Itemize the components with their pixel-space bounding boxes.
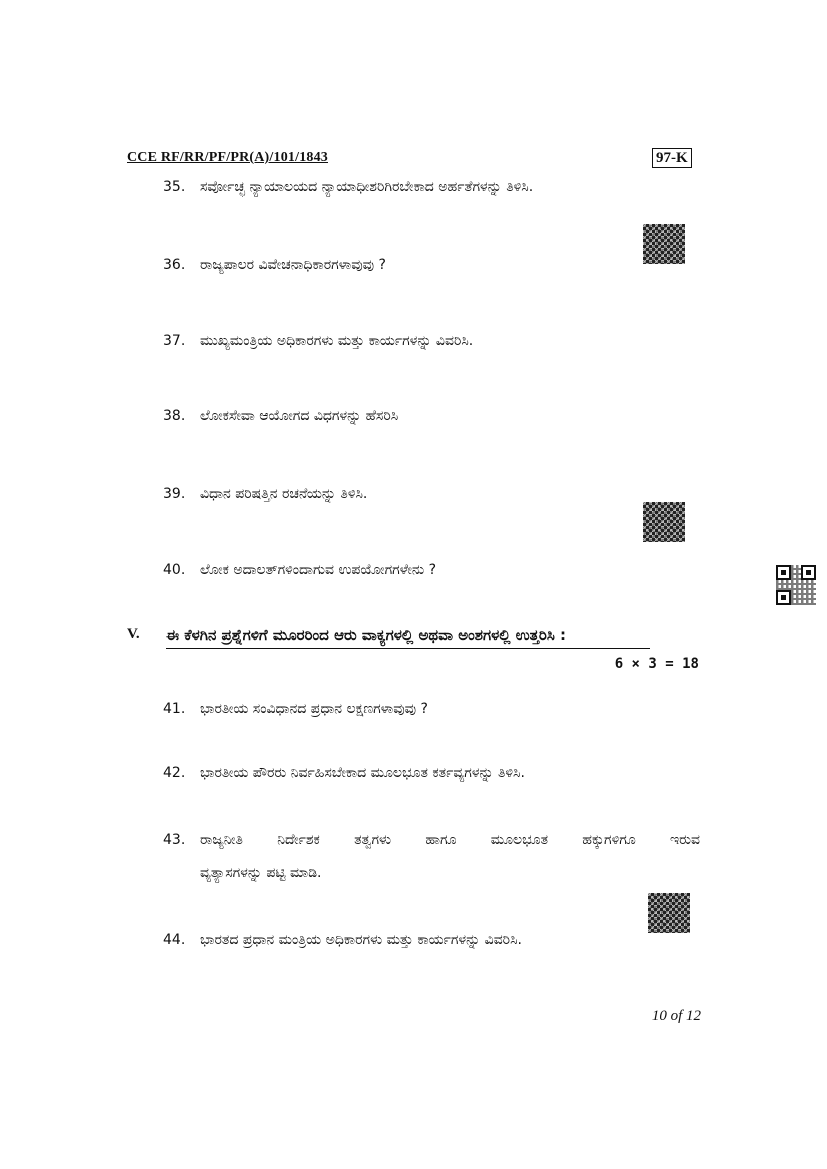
question-text: ಭಾರತೀಯ ಪೌರರು ನಿರ್ವಹಿಸಬೇಕಾದ ಮೂಲಭೂತ ಕರ್ತವ್ಯಗಳನ್ನು ತಿಳಿಸಿ. xyxy=(200,765,525,781)
question-number: 44. xyxy=(163,932,186,948)
paper-code-header: CCE RF/RR/PF/PR(A)/101/1843 xyxy=(127,150,328,165)
question-number: 42. xyxy=(163,765,186,781)
page-number: 10 of 12 xyxy=(651,1008,701,1024)
question-number: 36. xyxy=(163,257,186,273)
question-text: ಭಾರತೀಯ ಸಂವಿಧಾನದ ಪ್ರಧಾನ ಲಕ್ಷಣಗಳಾವುವು ? xyxy=(200,701,428,717)
qr-code-icon xyxy=(648,893,690,933)
question-number: 37. xyxy=(163,333,186,349)
side-qr-code-icon xyxy=(776,565,816,605)
question-text-line-1: ರಾಜ್ಯನೀತಿ ನಿರ್ದೇಶಕ ತತ್ವಗಳು ಹಾಗೂ ಮೂಲಭೂತ ಹಕ್ಕುಗಳಿಗೂ ಇರುವ xyxy=(200,832,700,848)
question-text: ಲೋಕ ಅದಾಲತ್‌ಗಳಿಂದಾಗುವ ಉಪಯೋಗಗಳೇನು ? xyxy=(200,562,437,578)
question-number: 43. xyxy=(163,832,186,848)
section-marks: 6 × 3 = 18 xyxy=(614,656,699,672)
question-text: ರಾಜ್ಯಪಾಲರ ವಿವೇಚನಾಧಿಕಾರಗಳಾವುವು ? xyxy=(200,257,386,273)
question-text-line-2: ವ್ಯತ್ಯಾಸಗಳನ್ನು ಪಟ್ಟಿ ಮಾಡಿ. xyxy=(200,865,322,881)
question-text: ಮುಖ್ಯಮಂತ್ರಿಯ ಅಧಿಕಾರಗಳು ಮತ್ತು ಕಾರ್ಯಗಳನ್ನು ವಿವರಿಸಿ. xyxy=(200,333,474,349)
paper-code-box: 97-K xyxy=(652,148,692,168)
section-number: V. xyxy=(127,626,140,642)
question-text: ವಿಧಾನ ಪರಿಷತ್ತಿನ ರಚನೆಯನ್ನು ತಿಳಿಸಿ. xyxy=(200,486,368,502)
question-number: 38. xyxy=(163,408,186,424)
qr-code-icon xyxy=(643,224,685,264)
qr-code-icon xyxy=(643,502,685,542)
question-text: ಲೋಕಸೇವಾ ಆಯೋಗದ ವಿಧಗಳನ್ನು ಹೆಸರಿಸಿ xyxy=(200,408,399,424)
question-number: 35. xyxy=(163,179,186,195)
question-number: 39. xyxy=(163,486,186,502)
section-heading: ಈ ಕೆಳಗಿನ ಪ್ರಶ್ನೆಗಳಿಗೆ ಮೂರರಿಂದ ಆರು ವಾಕ್ಯಗಳಲ್ಲಿ ಅಥವಾ ಅಂಶಗಳಲ್ಲಿ ಉತ್ತರಿಸಿ : xyxy=(166,626,650,649)
question-number: 41. xyxy=(163,701,186,717)
question-text: ಭಾರತದ ಪ್ರಧಾನ ಮಂತ್ರಿಯ ಅಧಿಕಾರಗಳು ಮತ್ತು ಕಾರ್ಯಗಳನ್ನು ವಿವರಿಸಿ. xyxy=(200,932,522,948)
question-text: ಸರ್ವೋಚ್ಛ ನ್ಯಾಯಾಲಯದ ನ್ಯಾಯಾಧೀಶರಿಗಿರಬೇಕಾದ ಅರ್ಹತೆಗಳನ್ನು ತಿಳಿಸಿ. xyxy=(200,179,534,195)
question-number: 40. xyxy=(163,562,186,578)
